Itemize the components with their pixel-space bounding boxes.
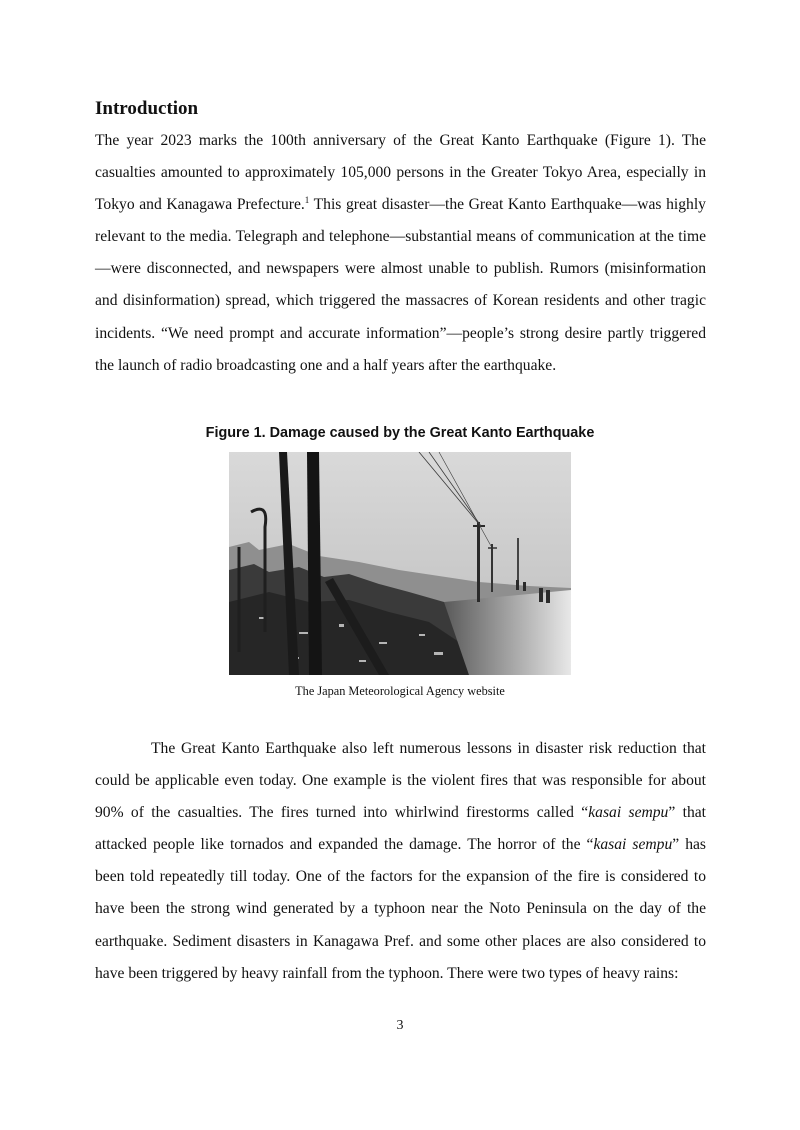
italic-term-2: kasai sempu	[593, 836, 673, 854]
intro-text-a: The year 2023 marks the 100th anniversary of the Great Kanto Earthquake (Figure 1). The casualties amounted to approximately 105,000 persons in the Greater Tokyo Area, especially in Tokyo and Kanagawa Prefecture.	[95, 132, 706, 214]
earthquake-damage-photo	[229, 452, 571, 675]
figure-source: The Japan Meteorological Agency website	[295, 684, 505, 698]
body-text-c: ” has been told repeatedly till today. One of the factors for the expansion of the fire is considered to have been the strong wind generated by a typhoon near the Noto Peninsula on the day of the earthquake. Sediment disasters in Kanagawa Pref. and some other places are also considered to have been triggered by heavy rainfall from the typhoon. There were two types of heavy rains:	[95, 836, 706, 982]
section-heading: Introduction	[95, 98, 199, 119]
italic-term-1: kasai sempu	[588, 804, 669, 822]
figure-caption: Figure 1. Damage caused by the Great Kanto Earthquake	[205, 425, 595, 441]
intro-paragraph	[95, 125, 706, 382]
body-text-b: ” that attacked people like tornados and expanded the damage. The horror of the “	[95, 804, 707, 854]
footnote-reference[interactable]: 1	[304, 195, 310, 206]
body-text-a: The Great Kanto Earthquake also left numerous lessons in disaster risk reduction that could be applicable even today. One example is the violent fires that was responsible for about 90% of the casualties. The fires turned into whirlwind firestorms called “	[95, 740, 706, 822]
page-number: 3	[396, 1018, 404, 1033]
intro-text-b: This great disaster—the Great Kanto Earthquake—was highly relevant to the media. Telegraph and telephone—substantial means of communication at the time—were disconnected, and newspapers were almost unable to publish. Rumors (misinformation and disinformation) spread, which triggered the massacres of Korean residents and other tragic incidents. “We need prompt and accurate information”—people’s strong desire partly triggered the launch of radio broadcasting one and a half years after the earthquake.	[95, 196, 706, 374]
body-paragraph	[95, 733, 706, 990]
